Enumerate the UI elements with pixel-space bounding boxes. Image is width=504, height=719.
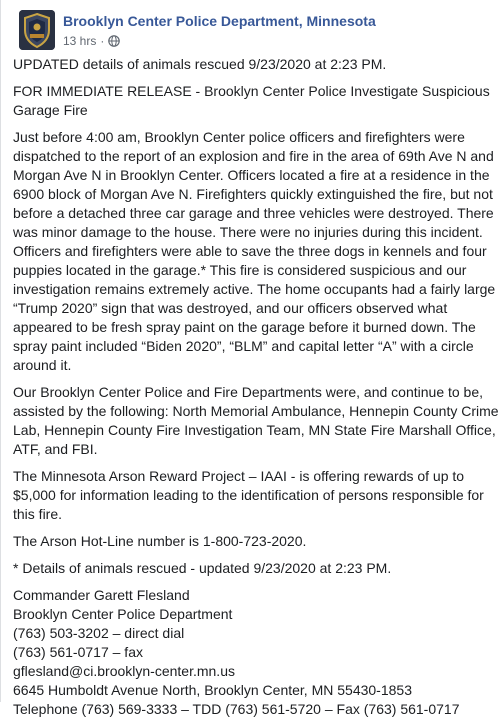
post-paragraph: The Arson Hot-Line number is 1-800-723-2020. bbox=[13, 533, 307, 549]
globe-icon[interactable] bbox=[108, 35, 120, 47]
police-badge-icon bbox=[19, 10, 55, 50]
post-paragraph: The Minnesota Arson Reward Project – IAAI - is offering rewards of up to $5,000 for information leading to the identification of persons responsible for this fire. bbox=[13, 468, 484, 522]
post-paragraph: FOR IMMEDIATE RELEASE - Brooklyn Center Police Investigate Suspicious Garage Fire bbox=[13, 83, 490, 118]
post-paragraph: Our Brooklyn Center Police and Fire Departments were, and continue to be, assisted by the following: North Memorial Ambulance, Hennepin County Crime Lab, Hennepin County Fire Investigation Team, MN State Fire Marshall Office, ATF, and FBI. bbox=[13, 384, 499, 457]
post-header bbox=[13, 6, 493, 54]
signature-line: 6645 Humboldt Avenue North, Brooklyn Center, MN 55430-1853 bbox=[13, 682, 412, 698]
post-body bbox=[13, 55, 499, 719]
signature-line: (763) 503-3202 – direct dial bbox=[13, 625, 185, 641]
signature-line: (763) 561-0717 – fax bbox=[13, 644, 143, 660]
page-avatar[interactable] bbox=[19, 10, 55, 50]
signature-email: gflesland@ci.brooklyn-center.mn.us bbox=[13, 663, 235, 679]
post-meta bbox=[63, 34, 120, 48]
post-paragraph: UPDATED details of animals rescued 9/23/2020 at 2:23 PM. bbox=[13, 56, 387, 72]
signature-block bbox=[13, 586, 499, 719]
post-timestamp[interactable]: 13 hrs bbox=[63, 34, 97, 48]
signature-line: Brooklyn Center Police Department bbox=[13, 606, 233, 622]
signature-line: Commander Garett Flesland bbox=[13, 587, 190, 603]
post-paragraph: * Details of animals rescued - updated 9/23/2020 at 2:23 PM. bbox=[13, 560, 392, 576]
signature-line: Telephone (763) 569-3333 – TDD (763) 561-5720 – Fax (763) 561-0717 bbox=[13, 701, 460, 717]
post-paragraph: Just before 4:00 am, Brooklyn Center police officers and firefighters were dispatched to the report of an explosion and fire in the area of 69th Ave N and Morgan Ave N in Brooklyn Center. Officers located a fire at a residence in the 6900 block of Morgan Ave N. Firefighters quickly extinguished the fire, but not before a detached three car garage and three vehicles were destroyed. There was minor damage to the house. There were no injuries during this incident. Officers and firefighters were able to save the three dogs in kennels and four puppies located in the garage.* This fire is considered suspicious and our investigation remains extremely active. The home occupants had a fairly large “Trump 2020” sign that was destroyed, and our officers observed what appeared to be fresh spray paint on the garage before it burned down. The spray paint included “Biden 2020”, “BLM” and capital letter “A” with a circle around it. bbox=[13, 129, 496, 373]
meta-separator: · bbox=[100, 34, 105, 48]
page-name-link[interactable]: Brooklyn Center Police Department, Minnesota bbox=[63, 13, 376, 29]
